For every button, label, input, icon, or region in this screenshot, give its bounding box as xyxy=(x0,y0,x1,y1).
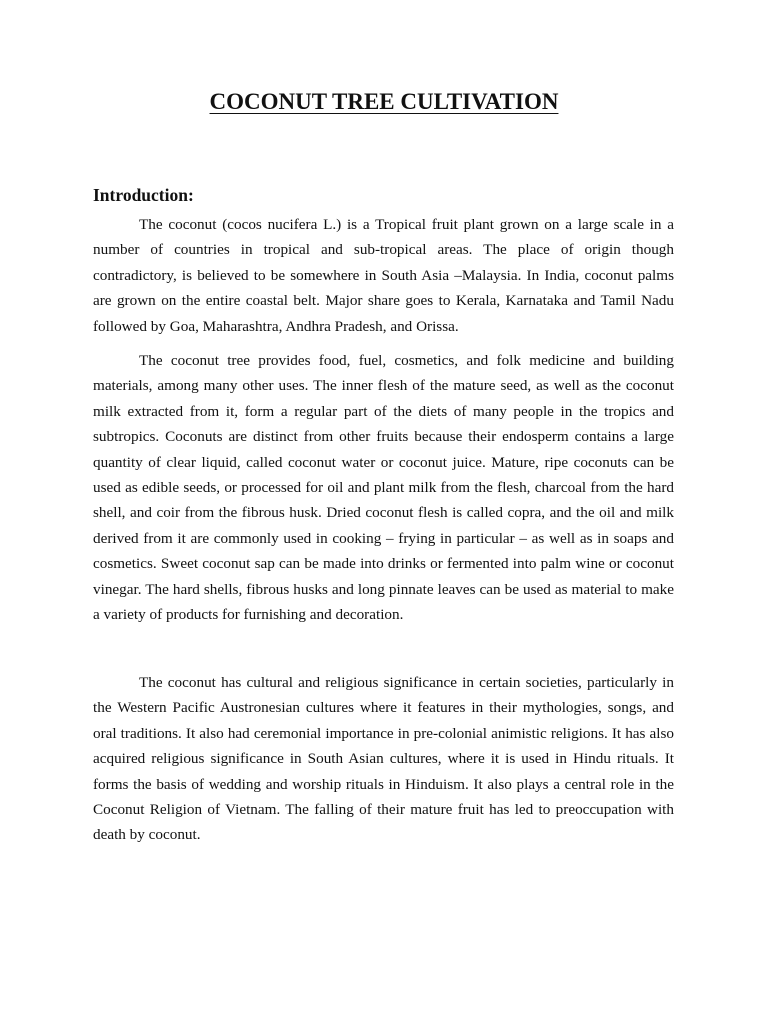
paragraph-uses: The coconut tree provides food, fuel, cosmetics, and folk medicine and building materials, among many other uses. The inner flesh of the mature seed, as well as the coconut milk extracted from it, form a regular part of the diets of many people in the tropics and subtropics. Coconuts are distinct from other fruits because their endosperm contains a large quantity of clear liquid, called coconut water or coconut juice. Mature, ripe coconuts can be used as edible seeds, or processed for oil and plant milk from the flesh, charcoal from the hard shell, and coir from the fibrous husk. Dried coconut flesh is called copra, and the oil and milk derived from it are commonly used in cooking – frying in particular – as well as in soaps and cosmetics. Sweet coconut sap can be made into drinks or fermented into palm wine or coconut vinegar. The hard shells, fibrous husks and long pinnate leaves can be used as material to make a variety of products for furnishing and decoration. xyxy=(93,352,674,624)
paragraph-origin: The coconut (cocos nucifera L.) is a Tropical fruit plant grown on a large scale in a number of countries in tropical and sub-tropical areas. The place of origin though contradictory, is believed to be somewhere in South Asia –Malaysia. In India, coconut palms are grown on the entire coastal belt. Major share goes to Kerala, Karnataka and Tamil Nadu followed by Goa, Maharashtra, Andhra Pradesh, and Orissa. xyxy=(93,216,674,335)
document-title-text: COCONUT TREE CULTIVATION xyxy=(209,89,559,114)
paragraph-cultural-significance: The coconut has cultural and religious significance in certain societies, particularly in the Western Pacific Austronesian cultures where it features in their mythologies, songs, and oral traditions. It also had ceremonial importance in pre-colonial animistic religions. It has also acquired religious significance in South Asian cultures, where it is used in Hindu rituals. It forms the basis of wedding and worship rituals in Hinduism. It also plays a central role in the Coconut Religion of Vietnam. The falling of their mature fruit has led to preoccupation with death by coconut. xyxy=(93,674,674,844)
section-heading-introduction: Introduction: xyxy=(93,185,194,205)
document-title xyxy=(0,88,768,116)
